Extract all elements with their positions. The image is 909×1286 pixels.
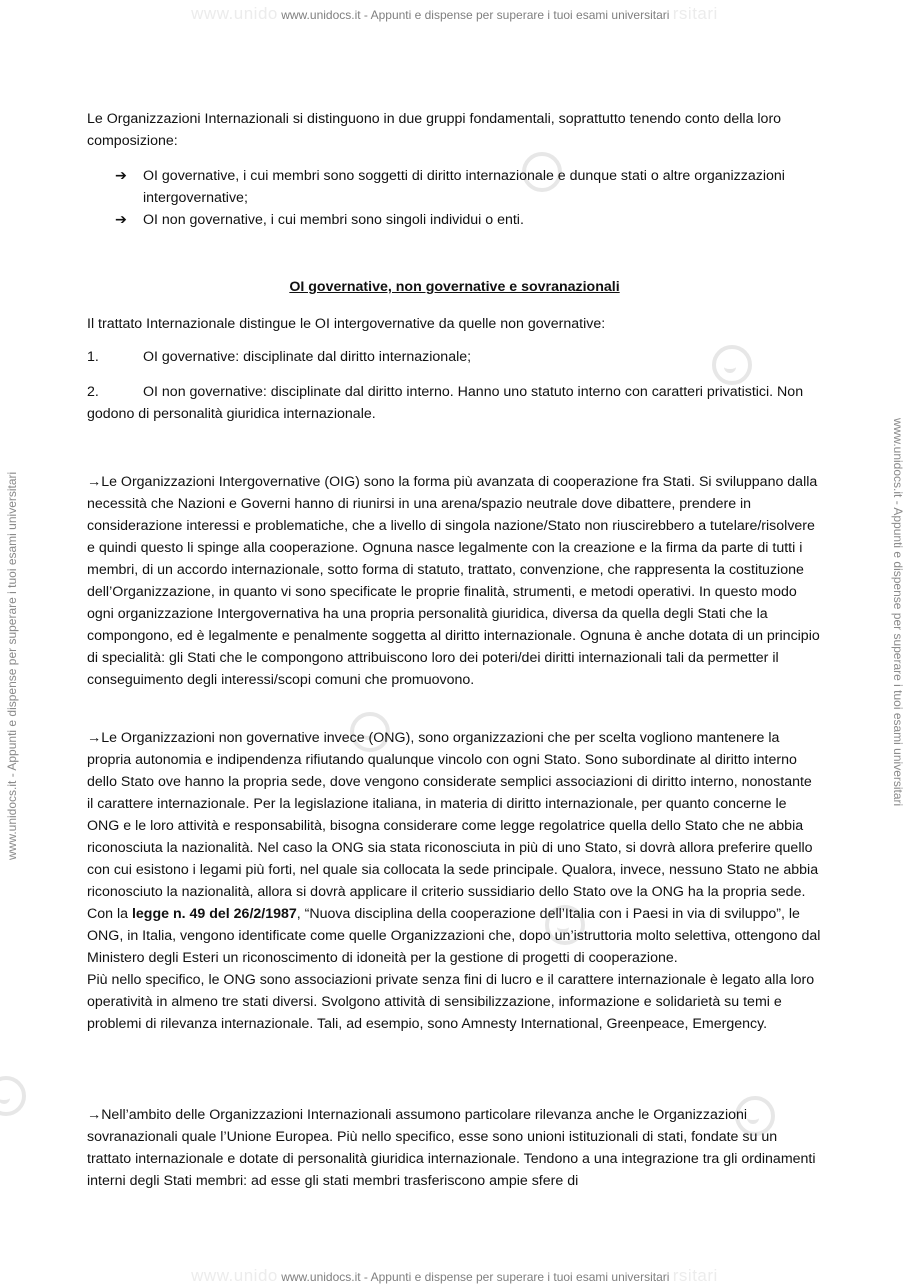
- item-text: OI non governative: disciplinate dal diritto interno. Hanno uno statuto interno con caratteri privatistici. Non godono di personalità giuridica internazionale.: [87, 384, 804, 422]
- paragraph-sovranazionali-text: →Nell’ambito delle Organizzazioni Internazionali assumono particolare rilevanza anche le Organizzazioni sovranazionali quale l’Unione Europea. Più nello specifico, esse sono unioni istituzionali di stati, fondate su un trattato internazionale e dotate di personalità giuridica internazionale. Tendono a una integrazione tra gli ordinamenti interni degli Stati membri: ad esse gli stati membri trasferiscono ampie sfere di: [87, 1107, 816, 1189]
- right-side-watermark: www.unidocs.it - Appunti e dispense per superare i tuoi esami universitari: [891, 418, 905, 807]
- paragraph-oig-text: →Le Organizzazioni Intergovernative (OIG) sono la forma più avanzata di cooperazione fra Stati. Si sviluppano dalla necessità che Nazioni e Governi hanno di riunirsi in una arena/spazio neutrale dove dibattere, prendere in considerazione interessi e problematiche, che a livello di singola nazione/Stato non riuscirebbero a tutelare/risolvere e quindi questo li spinge alla cooperazione. Ognuna nasce legalmente con la creazione e la firma da parte di tutti i membri, di un accordo internazionale, sotto forma di statuto, trattato, convenzione, che rappresenta la costituzione dell’Organizzazione, in quanto vi sono specificate le proprie finalità, strumenti, e metodi operativi. In questo modo ogni organizzazione Intergovernativa ha una propria personalità giuridica, diversa da quella degli Stati che la compongono, ed è legalmente e penalmente soggetta al diritto internazionale. Ognuna è anche dotata di un principio di specialità: gli Stati che le compongono attribuiscono loro dei poteri/dei diritti internazionali tali da permetter il conseguimento degli interessi/scopi comuni che promuovono.: [87, 474, 820, 688]
- paragraph-sovranazionali: [87, 1104, 822, 1192]
- numbered-item: [87, 381, 822, 425]
- footer-watermark-ghost-left: www.unido: [191, 1266, 278, 1285]
- law-reference: legge n. 49 del 26/2/1987: [131, 906, 297, 922]
- bullet-text: OI non governative, i cui membri sono singoli individui o enti.: [143, 212, 524, 228]
- intro-text: Le Organizzazioni Internazionali si distinguono in due gruppi fondamentali, soprattutto tenendo conto della loro composizione:: [87, 111, 782, 149]
- item-text: OI governative: disciplinate dal diritto internazionale;: [143, 349, 472, 365]
- arrow-right-icon: ➔: [115, 212, 127, 228]
- paragraph-ong-more: Più nello specifico, le ONG sono associazioni private senza fini di lucro e il carattere internazionale è legato alla loro operatività in almeno tre stati diversi. Svolgono attività di sensibilizzazione, informazione e solidarietà su temi e problemi di rilevanza internazionale. Tali, ad esempio, sono Amnesty International, Greenpeace, Emergency.: [87, 972, 815, 1032]
- paragraph-ong-part1: →Le Organizzazioni non governative invece (ONG), sono organizzazioni che per scelta vogliono mantenere la propria autonomia e indipendenza rifiutando qualunque vincolo con ogni Stato. Sono subordinate al diritto interno dello Stato ove hanno la propria sede, dove vengono considerate semplici associazioni di diritto interno, nonostante il carattere internazionale. Per la legislazione italiana, in materia di diritto internazionale, per quanto concerne le ONG e le loro attività e responsabilità, bisogna considerare come legge regolatrice quella dello Stato che ne abbia riconosciuta la nazionalità. Nel caso la ONG sia stata riconosciuta in più di uno Stato, si dovrà allora preferire quello con cui esistono i legami più forti, nel quale sia collocata la sede principale. Qualora, invece, nessuno Stato ne abbia riconosciuto la nazionalità, allora si dovrà applicare il criterio sussidiario dello Stato ove la ONG ha la propria sede. Con la: [87, 730, 819, 922]
- header-watermark-ghost-left: www.unido: [191, 4, 278, 23]
- list-item: [115, 209, 815, 231]
- section-intro-text: Il trattato Internazionale distingue le OI intergovernative da quelle non governative:: [87, 316, 606, 332]
- footer-watermark: [0, 1266, 909, 1286]
- paragraph-ong: [87, 727, 822, 1035]
- left-side-watermark: www.unidocs.it - Appunti e dispense per superare i tuoi esami universitari: [5, 471, 19, 860]
- header-watermark-ghost-right: rsitari: [672, 4, 718, 23]
- list-item: [115, 165, 815, 209]
- intro-paragraph: [87, 108, 822, 152]
- bullet-list: [115, 165, 815, 231]
- numbered-item: [87, 346, 822, 368]
- footer-watermark-ghost-right: rsitari: [672, 1266, 718, 1285]
- header-watermark-text: www.unidocs.it - Appunti e dispense per superare i tuoi esami universitari: [281, 8, 670, 22]
- bullet-text: OI governative, i cui membri sono soggetti di diritto internazionale e dunque stati o altre organizzazioni intergovernative;: [143, 168, 785, 206]
- footer-watermark-text: www.unidocs.it - Appunti e dispense per superare i tuoi esami universitari: [281, 1270, 670, 1284]
- section-heading: OI governative, non governative e sovranazionali: [289, 279, 620, 295]
- item-number: 2.: [87, 384, 99, 400]
- watermark-logo-icon: [0, 1076, 26, 1116]
- paragraph-ong-part2: , “Nuova disciplina della cooperazione dell’Italia con i Paesi in via di sviluppo”, le ONG, in Italia, vengono identificate come quelle Organizzazioni che, dopo un’istruttoria molto selettiva, ottengono dal Ministero degli Esteri un riconoscimento di idoneità per la gestione di progetti di cooperazione.: [87, 906, 821, 966]
- section-intro: [87, 313, 822, 335]
- header-watermark: [0, 4, 909, 24]
- paragraph-oig: [87, 471, 822, 691]
- paragraph-ong-text: [87, 727, 822, 969]
- item-number: 1.: [87, 349, 99, 365]
- arrow-right-icon: ➔: [115, 168, 127, 184]
